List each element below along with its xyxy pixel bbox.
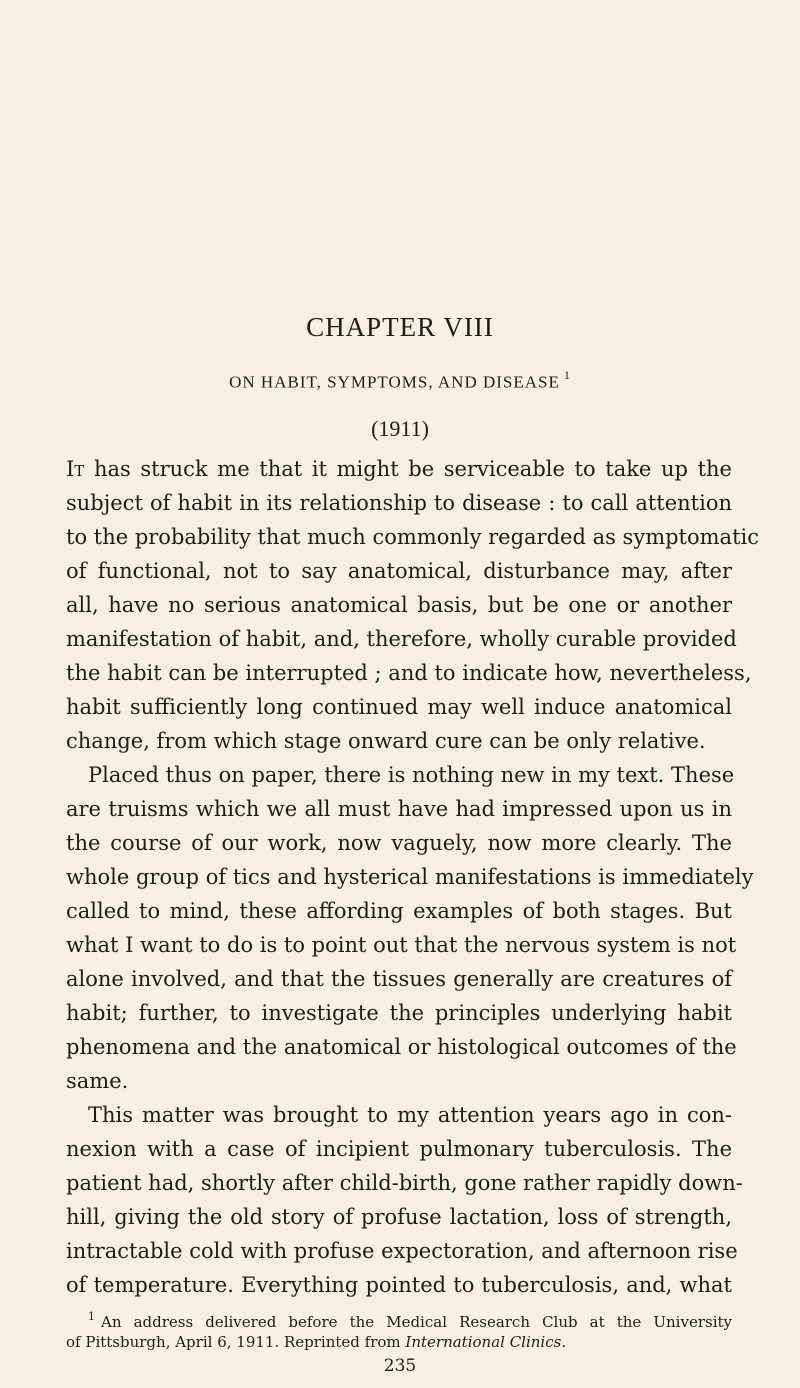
- body-line: are truisms which we all must have had impressed upon us in: [66, 797, 732, 821]
- body-line: This matter was brought to my attention years ago in con-: [88, 1103, 732, 1127]
- body-line: manifestation of habit, and, therefore, wholly curable provided: [66, 627, 737, 651]
- chapter-year: (1911): [371, 416, 429, 441]
- body-line: habit; further, to investigate the principles underlying habit: [66, 1001, 732, 1025]
- footnote-reference: 1: [563, 368, 571, 382]
- body-line: Placed thus on paper, there is nothing new in my text. These: [88, 763, 735, 787]
- body-line: what I want to do is to point out that the nervous system is not: [66, 933, 737, 957]
- body-line: nexion with a case of incipient pulmonary tuberculosis. The: [66, 1137, 732, 1161]
- body-line: hill, giving the old story of profuse lactation, loss of strength,: [66, 1205, 732, 1229]
- body-line: the habit can be interrupted ; and to indicate how, nevertheless,: [66, 661, 752, 685]
- body-line: habit sufficiently long continued may well induce anatomical: [66, 695, 732, 719]
- body-line: patient had, shortly after child-birth, gone rather rapidly down-: [66, 1171, 743, 1195]
- footnote-text: An address delivered before the Medical Research Club at the University: [101, 1313, 732, 1331]
- footnote-line: [88, 1306, 732, 1330]
- body-line-text: has struck me that it might be serviceable to take up the: [84, 457, 732, 481]
- body-line: called to mind, these affording examples of both stages. But: [66, 899, 732, 923]
- chapter-subtitle-text: ON HABIT, SYMPTOMS, AND DISEASE: [229, 372, 560, 392]
- chapter-title: CHAPTER VIII: [306, 312, 494, 342]
- body-line: change, from which stage onward cure can be only relative.: [66, 729, 706, 753]
- body-line: of functional, not to say anatomical, disturbance may, after: [66, 559, 732, 583]
- footnote-source-title: International Clinics.: [405, 1333, 567, 1351]
- first-word: It: [66, 457, 85, 481]
- footnote-line: [66, 1330, 732, 1354]
- body-line: phenomena and the anatomical or histological outcomes of the: [66, 1035, 737, 1059]
- footnote-text: of Pittsburgh, April 6, 1911. Reprinted from: [66, 1333, 406, 1351]
- body-line: [66, 452, 732, 486]
- body-line: intractable cold with profuse expectoration, and afternoon rise: [66, 1239, 738, 1263]
- body-line: same.: [66, 1069, 129, 1093]
- body-line: to the probability that much commonly regarded as symptomatic: [66, 525, 759, 549]
- body-line: of temperature. Everything pointed to tuberculosis, and, what: [66, 1273, 732, 1297]
- page-number: 235: [383, 1356, 417, 1376]
- chapter-subtitle: [0, 370, 800, 393]
- body-line: whole group of tics and hysterical manifestations is immediately: [66, 865, 754, 889]
- footnote-marker: 1: [88, 1310, 95, 1323]
- body-line: subject of habit in its relationship to disease : to call attention: [66, 491, 732, 515]
- body-line: alone involved, and that the tissues generally are creatures of: [66, 967, 732, 991]
- body-line: all, have no serious anatomical basis, but be one or another: [66, 593, 732, 617]
- body-line: the course of our work, now vaguely, now more clearly. The: [66, 831, 732, 855]
